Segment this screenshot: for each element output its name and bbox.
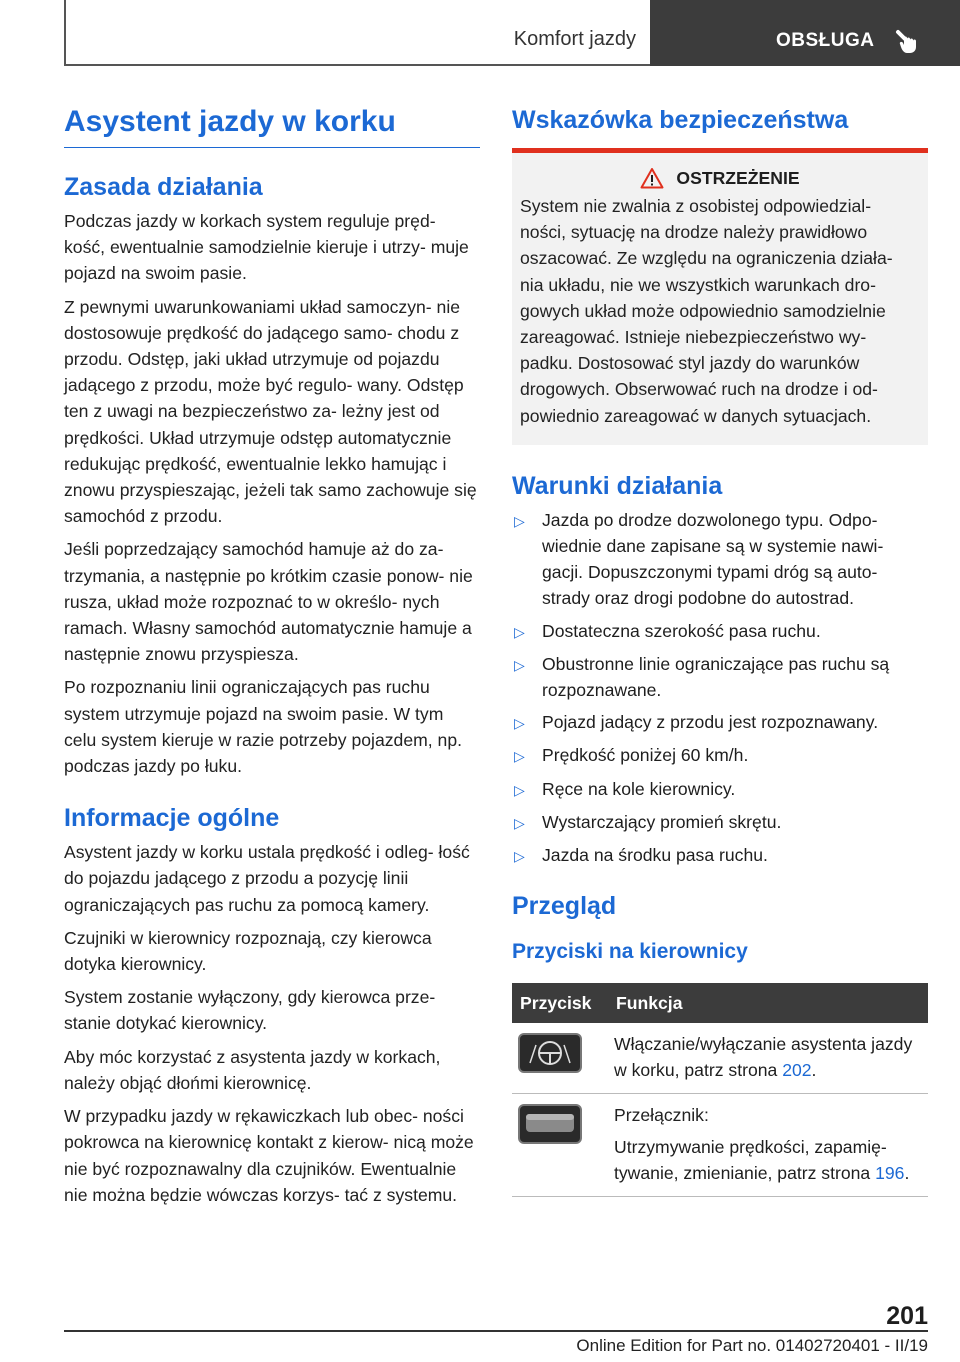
principle-paragraph-4: Po rozpoznaniu linii ograniczających pas ruchu system utrzymuje pojazd na swoim pasie. W tym celu system kieruje w razie potrzeby pojazdem, np. podczas jazdy po łuku.: [64, 677, 462, 777]
header-bottom-rule: [64, 64, 650, 66]
column-header-button: Przycisk: [512, 983, 608, 1023]
general-paragraph-5: W przypadku jazdy w rękawiczkach lub obec- ności pokrowca na kierownicę kontakt z kierow- nicą może nie być rozpoznawalny dla czujników. Ewentualnie nie można będzie wówczas korzys- tać z systemu.: [64, 1106, 474, 1205]
page-reference-link[interactable]: 196: [875, 1163, 905, 1184]
triangle-bullet-icon: ▷: [514, 512, 525, 529]
column-header-function: Funkcja: [608, 983, 928, 1023]
header-section-title: Komfort jazdy: [513, 28, 636, 50]
triangle-bullet-icon: ▷: [514, 715, 525, 732]
list-item-text: Pojazd jadący z przodu jest rozpoznawany.: [542, 712, 879, 733]
function-cell: Włączanie/wyłączanie asystenta jazdy w korku, patrz strona 202.: [608, 1023, 928, 1094]
header-chapter-label: OBSŁUGA: [776, 30, 875, 51]
principle-heading: Zasada działania: [64, 173, 263, 201]
list-item-text: Dostateczna szerokość pasa ruchu.: [542, 620, 821, 641]
triangle-bullet-icon: ▷: [514, 814, 525, 831]
general-heading: Informacje ogólne: [64, 804, 280, 833]
traffic-assistant-button-icon: [518, 1033, 582, 1073]
triangle-bullet-icon: ▷: [514, 656, 525, 673]
triangle-bullet-icon: ▷: [514, 623, 525, 640]
function-cell: Przełącznik: Utrzymywanie prędkości, zapamię- tywanie, zmienianie, patrz strona 196.: [608, 1094, 928, 1197]
list-item: [512, 507, 928, 612]
page-title: Asystent jazdy w korku: [64, 105, 396, 138]
function-text: Utrzymywanie prędkości, zapamię- tywanie, zmienianie, patrz strona: [614, 1137, 887, 1184]
rocker-switch-icon: [518, 1104, 582, 1144]
table-row: [512, 1023, 928, 1094]
list-item: [512, 776, 928, 803]
list-item: [512, 709, 928, 736]
list-item-text: Wystarczający promień skrętu.: [542, 811, 782, 832]
page-reference-link[interactable]: 202: [782, 1060, 812, 1081]
general-paragraph-2: Czujniki w kierownicy rozpoznają, czy kierowca dotyka kierownicy.: [64, 927, 432, 975]
overview-heading: Przegląd: [512, 892, 617, 921]
list-item-text: Jazda na środku pasa ruchu.: [542, 845, 768, 866]
overview-subheading: Przyciski na kierownicy: [512, 940, 748, 964]
triangle-bullet-icon: ▷: [514, 748, 525, 765]
warning-text: System nie zwalnia z osobistej odpowiedzial- ności, sytuację na drodze należy prawidłowo oszacować. Ze względu na ograniczenia działa- nia układu, nie we wszystkich warunkach dro- gowych układ może odpowiednio samodzielnie zareagować. Istnieje niebezpieczeństwo wy- padku. Dostosować styl jazdy do warunków drogowych. Obserwować ruch na drodze i od- powiednio zareagować w danych sytuacjach.: [520, 196, 893, 426]
safety-heading: Wskazówka bezpieczeństwa: [512, 106, 849, 134]
principle-paragraph-1: Podczas jazdy w korkach system reguluje pręd- kość, ewentualnie samodzielnie kieruje i utrzy- muje pojazd na swoim pasie.: [64, 211, 469, 284]
function-text: Włączanie/wyłączanie asystenta jazdy w korku, patrz strona: [614, 1034, 913, 1081]
table-header-row: [512, 983, 928, 1023]
general-paragraph-4: Aby móc korzystać z asystenta jazdy w korkach, należy objąć dłońmi kierownicę.: [64, 1046, 441, 1093]
hand-pointer-icon: [894, 26, 922, 54]
triangle-bullet-icon: ▷: [514, 848, 525, 865]
footer-rule: [64, 1330, 928, 1332]
table-row: [512, 1094, 928, 1197]
principle-paragraph-2: Z pewnymi uwarunkowaniami układ samoczyn- nie dostosowuje prędkość do jadącego samo- chodu z przodu. Odstęp, jaki układ utrzymuje od pojazdu jadącego z przodu, może być regulo- wany. Odstęp ten z uwagi na bezpieczeństwo za- leżny jest od prędkości. Układ utrzymuje odstęp automatycznie redukując prędkość, ewentualnie lekko hamując i znowu przyspieszając, jeżeli tak samo zachowuje się samochód z przodu.: [64, 296, 477, 527]
button-image-cell: [512, 1094, 608, 1197]
page-number: 201: [886, 1302, 928, 1330]
list-item: [512, 651, 928, 703]
title-underline: [64, 147, 480, 148]
warning-label: OSTRZEŻENIE: [676, 167, 800, 188]
header-left-rule: [64, 0, 66, 66]
conditions-list: [512, 507, 928, 869]
list-item: [512, 842, 928, 869]
list-item: [512, 742, 928, 769]
conditions-heading: Warunki działania: [512, 471, 723, 500]
warning-triangle-icon: [640, 167, 664, 189]
buttons-table: [512, 983, 928, 1197]
general-paragraph-3: System zostanie wyłączony, gdy kierowca prze- stanie dotykać kierownicy.: [64, 987, 436, 1034]
list-item-text: Prędkość poniżej 60 km/h.: [542, 745, 749, 766]
list-item-text: Obustronne linie ograniczające pas ruchu są rozpoznawane.: [542, 653, 890, 701]
button-image-cell: [512, 1023, 608, 1094]
general-paragraph-1: Asystent jazdy w korku ustala prędkość i odleg- łość do pojazdu jadącego z przodu a pozycję linii ograniczających pas ruchu za pomocą kamery.: [64, 842, 470, 915]
warning-box: [512, 153, 928, 445]
list-item-text: Ręce na kole kierownicy.: [542, 778, 736, 799]
function-label: Przełącznik:: [614, 1105, 709, 1126]
principle-paragraph-3: Jeśli poprzedzający samochód hamuje aż do za- trzymania, a następnie po krótkim czasie ponow- nie rusza, układ może rozpoznać to w określo- nych ramach. Własny samochód automatycznie hamuje a następnie znowu przyspiesza.: [64, 539, 473, 665]
triangle-bullet-icon: ▷: [514, 781, 525, 798]
list-item: [512, 809, 928, 836]
list-item: [512, 618, 928, 645]
footer-edition: Online Edition for Part no. 01402720401 - II/19: [576, 1336, 928, 1355]
right-column: [512, 100, 928, 1197]
left-column: [64, 100, 480, 1215]
warning-title: [520, 167, 920, 189]
list-item-text: Jazda po drodze dozwolonego typu. Odpo- wiednie dane zapisane są w systemie nawi- gacji. Dopuszczonymi typami dróg są auto- strady oraz drogi podobne do autostrad.: [542, 509, 884, 609]
